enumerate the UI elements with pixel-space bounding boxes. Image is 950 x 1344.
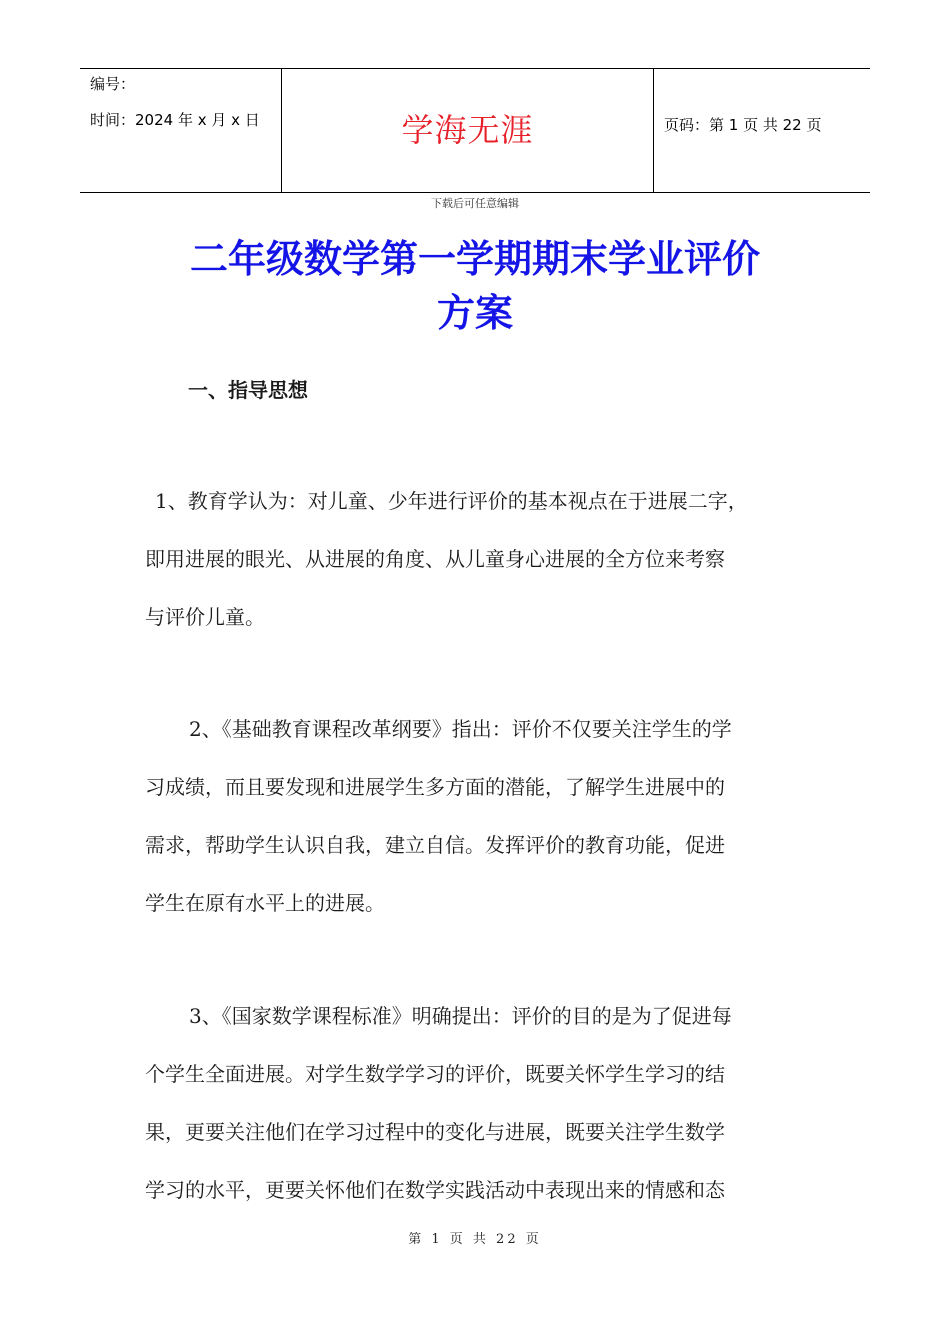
paragraph-line: 即用进展的眼光、从进展的角度、从儿童身心进展的全方位来考察: [145, 547, 725, 571]
header-left-cell: [80, 69, 281, 192]
download-note: 下载后可任意编辑: [431, 197, 519, 210]
paragraph-line: 与评价儿童。: [145, 605, 265, 629]
document-number-label: 编号：: [90, 75, 136, 93]
document-time-label: 时间：2024 年 x 月 x 日: [90, 111, 260, 129]
paragraph-line: 2、《基础教育课程改革纲要》指出：评价不仅要关注学生的学: [189, 717, 732, 741]
paragraph-line: 学习的水平，更要关怀他们在数学实践活动中表现出来的情感和态: [145, 1178, 725, 1202]
paragraph-3: [145, 987, 810, 1219]
document-title-line-2: 方案: [436, 291, 513, 335]
brand-title: 学海无涯: [401, 111, 534, 149]
paragraph-line: 果，更要关注他们在学习过程中的变化与进展，既要关注学生数学: [145, 1120, 725, 1144]
paragraph-line: 3、《国家数学课程标准》明确提出：评价的目的是为了促进每: [189, 1004, 732, 1028]
paragraph-line: 习成绩，而且要发现和进展学生多方面的潜能，了解学生进展中的: [145, 775, 725, 799]
paragraph-line: 需求，帮助学生认识自我，建立自信。发挥评价的教育功能，促进: [145, 833, 725, 857]
paragraph-2: [145, 700, 810, 932]
section-heading-guiding-ideology: 一、指导思想: [188, 378, 308, 402]
header-right-cell: [654, 69, 870, 192]
paragraph-1: [145, 472, 810, 646]
paragraph-line: 个学生全面进展。对学生数学学习的评价，既要关怀学生学习的结: [145, 1062, 725, 1086]
document-title: [140, 232, 810, 340]
header-middle-cell: [281, 69, 654, 192]
header-page-info: 页码：第 1 页 共 22 页: [664, 116, 822, 134]
page-footer: 第 1 页 共 22 页: [408, 1232, 542, 1247]
paragraph-line: 学生在原有水平上的进展。: [145, 891, 385, 915]
document-title-line-1: 二年级数学第一学期期末学业评价: [189, 237, 760, 281]
paragraph-line: 1、教育学认为：对儿童、少年进行评价的基本视点在于进展二字，: [155, 489, 748, 513]
document-header-table: [80, 68, 870, 193]
